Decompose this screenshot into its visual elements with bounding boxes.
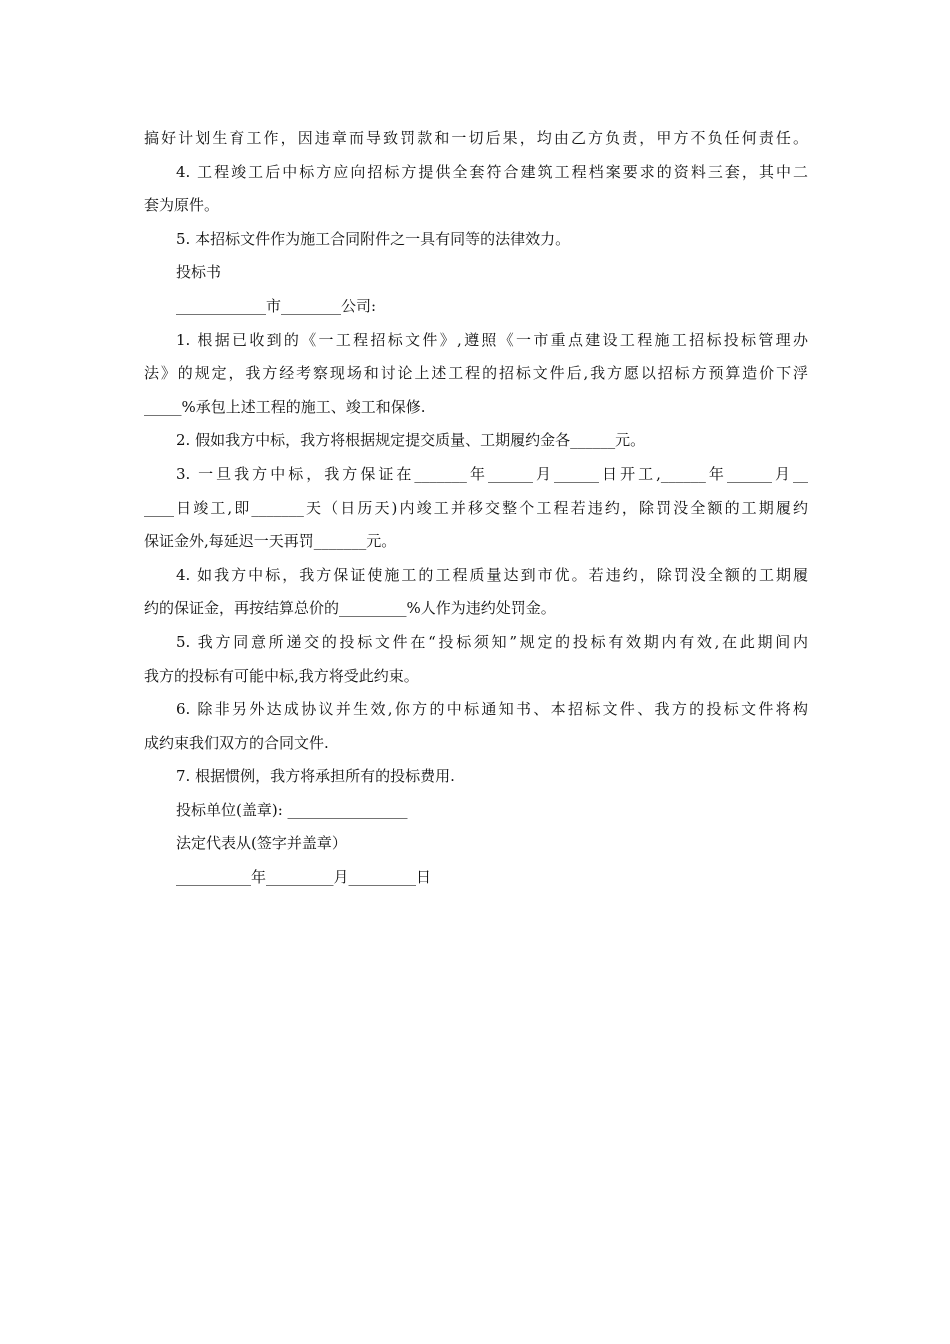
- paragraph-line: 6. 除非另外达成协议并生效,你方的中标通知书、本招标文件、我方的投标文件将构: [176, 700, 808, 719]
- addressee-line: ____________市________公司:: [176, 296, 377, 315]
- paragraph-line: 我方的投标有可能中标,我方将受此约束。: [144, 666, 419, 685]
- paragraph-line: 3. 一旦我方中标，我方保证在_______年______月______日开工,______年______月__: [176, 464, 808, 483]
- paragraph-line: 5. 本招标文件作为施工合同附件之一具有同等的法律效力。: [176, 229, 571, 248]
- paragraph-line: 2. 假如我方中标，我方将根据规定提交质量、工期履约金各______元。: [176, 431, 646, 450]
- paragraph-line: 法》的规定，我方经考察现场和讨论上述工程的招标文件后,我方愿以招标方预算造价下浮: [144, 364, 808, 383]
- signature-line: 法定代表从(签字并盖章）: [176, 834, 347, 853]
- section-heading: 投标书: [176, 263, 222, 282]
- paragraph-line: 套为原件。: [144, 196, 220, 215]
- paragraph-line: 搞好计划生育工作，因违章而导致罚款和一切后果，均由乙方负责，甲方不负任何责任。: [144, 129, 808, 147]
- document-body: [144, 122, 808, 895]
- signature-line: 投标单位(盖章): ________________: [176, 800, 408, 819]
- paragraph-line: 保证金外,每延迟一天再罚_______元。: [144, 532, 397, 551]
- paragraph-line: ____日竣工,即_______天（日历天)内竣工并移交整个工程若违约，除罚没全额的工期履约: [144, 498, 808, 517]
- paragraph-line: 4. 如我方中标，我方保证使施工的工程质量达到市优。若违约，除罚没全额的工期履: [176, 565, 808, 584]
- date-line: __________年_________月_________日: [176, 868, 432, 887]
- paragraph-line: 约的保证金，再按结算总价的_________%人作为违约处罚金。: [144, 599, 556, 618]
- paragraph-line: 1. 根据已收到的《一工程招标文件》,遵照《一市重点建设工程施工招标投标管理办: [176, 330, 808, 349]
- paragraph-line: 4. 工程竣工后中标方应向招标方提供全套符合建筑工程档案要求的资料三套，其中二: [176, 162, 808, 181]
- paragraph-line: 7. 根据惯例，我方将承担所有的投标费用.: [176, 767, 455, 786]
- paragraph-line: 成约束我们双方的合同文件.: [144, 733, 329, 752]
- paragraph-line: 5. 我方同意所递交的投标文件在“投标须知”规定的投标有效期内有效,在此期间内: [176, 632, 808, 651]
- paragraph-line: _____%承包上述工程的施工、竣工和保修.: [144, 397, 426, 416]
